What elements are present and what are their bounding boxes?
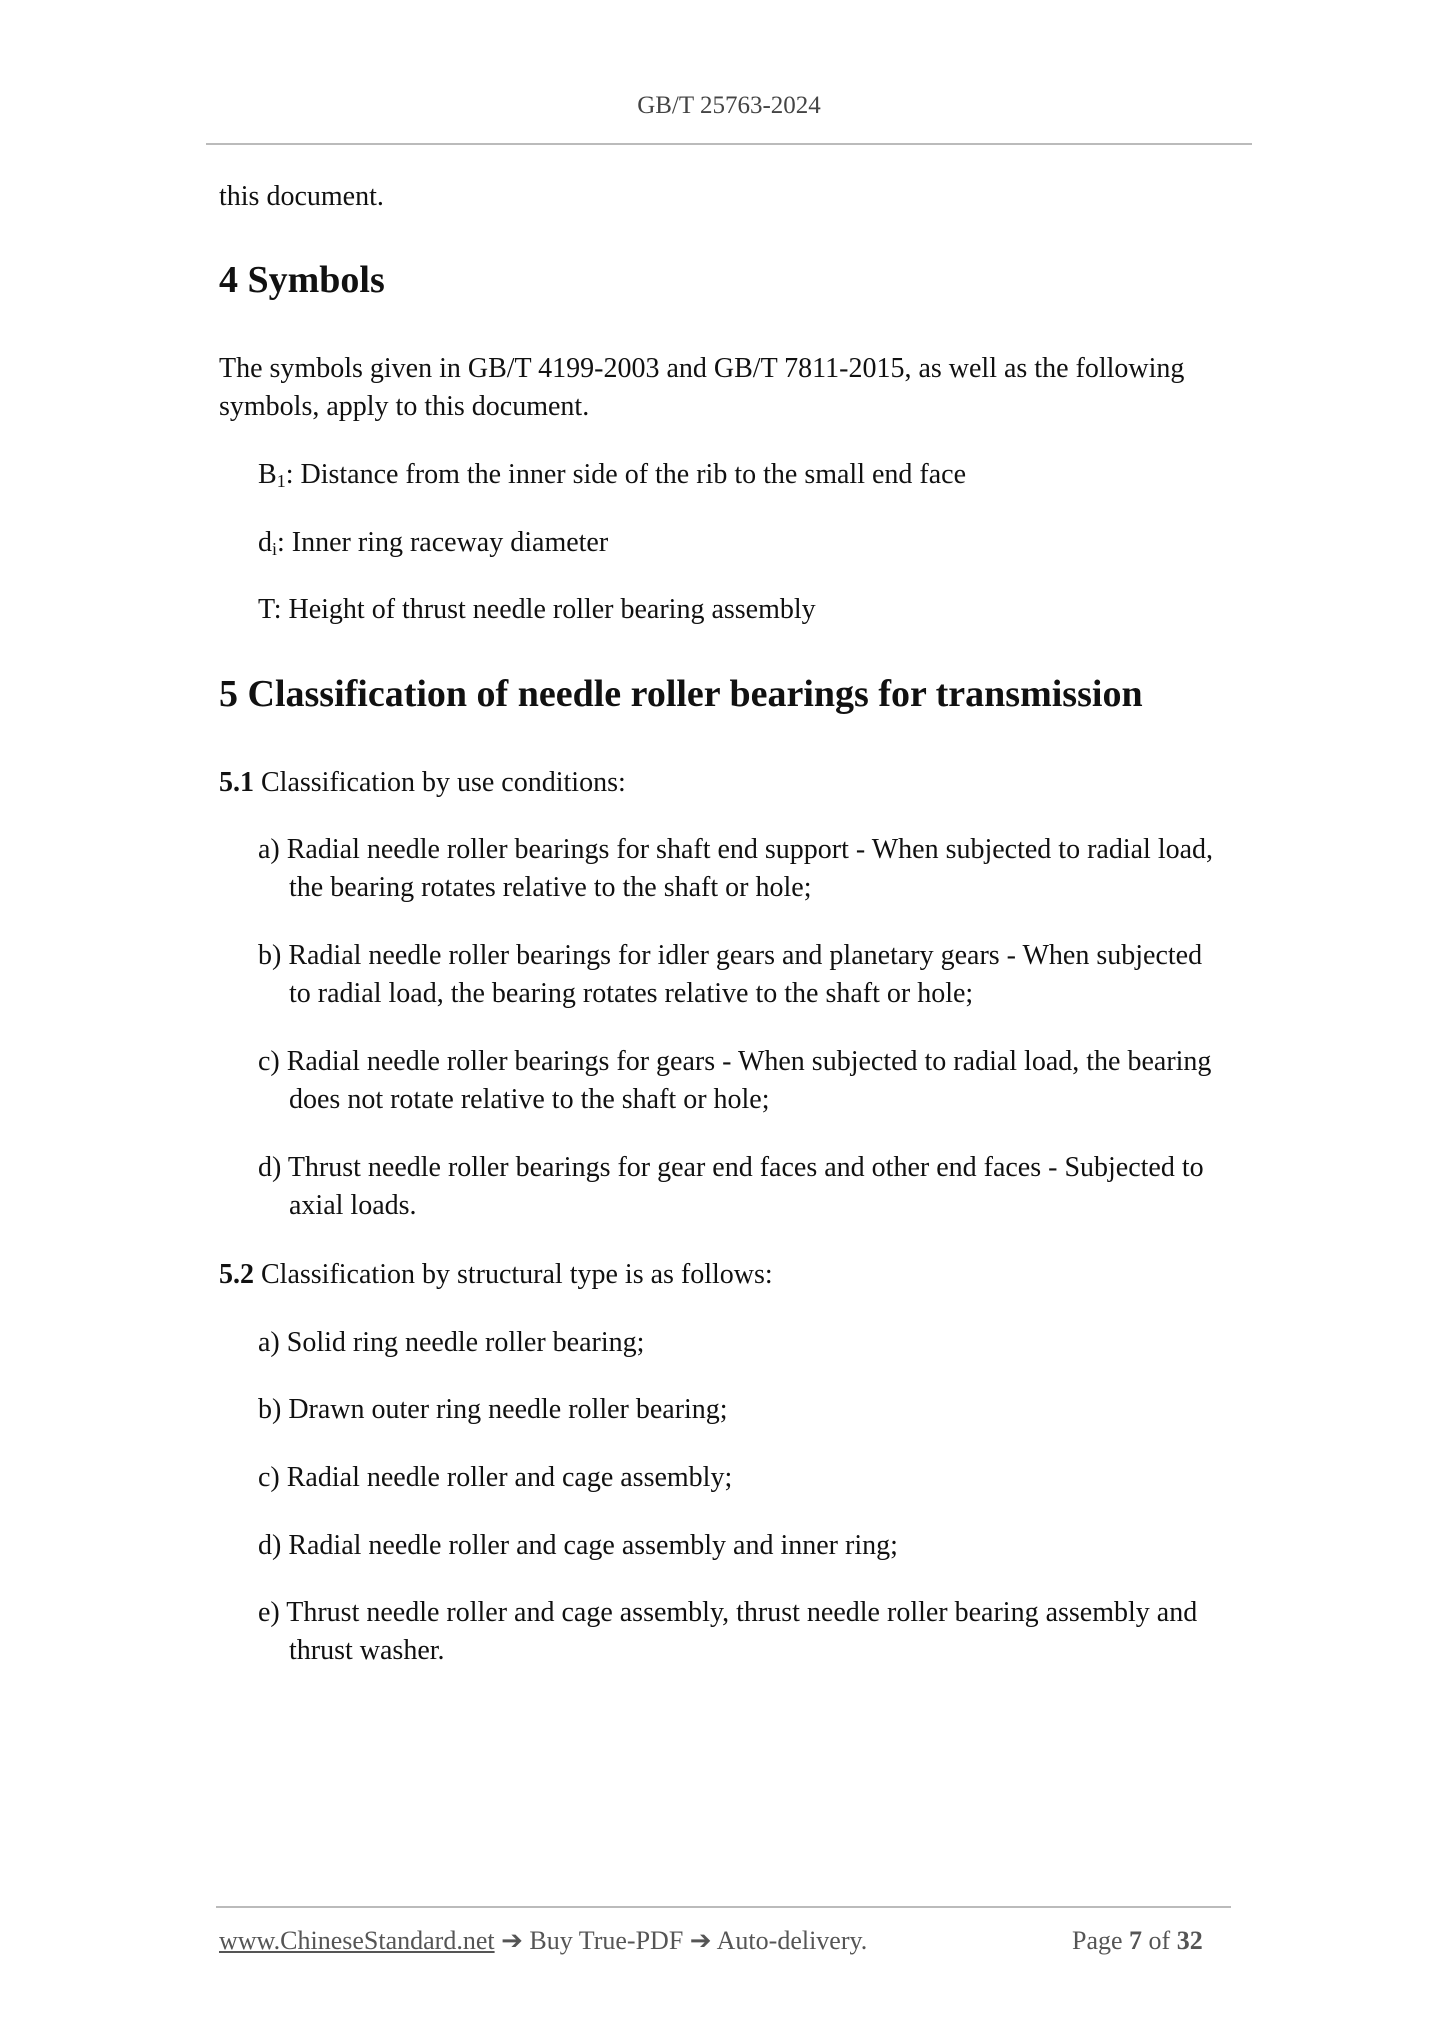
clause-5-1 <box>219 764 626 802</box>
running-header: GB/T 25763-2024 <box>637 92 821 119</box>
page-total: 32 <box>1176 1926 1203 1955</box>
buy-text: Buy True-PDF <box>529 1926 684 1955</box>
header-divider <box>206 143 1252 145</box>
section-4-intro-line-2: symbols, apply to this document. <box>219 391 590 422</box>
list-item-5-2-c: c) Radial needle roller and cage assembly; <box>258 1462 733 1493</box>
clause-number: 5.2 <box>219 1259 254 1290</box>
website-link[interactable]: www.ChineseStandard.net <box>219 1926 495 1955</box>
list-item-5-1-a-line-1: a) Radial needle roller bearings for shaft end support - When subjected to radial load, <box>258 834 1214 865</box>
of-label: of <box>1142 1926 1177 1955</box>
list-item-5-1-d-line-1: d) Thrust needle roller bearings for gear end faces and other end faces - Subjected to <box>258 1152 1204 1183</box>
delivery-text: Auto-delivery. <box>716 1926 868 1955</box>
list-item-5-1-b-line-2: to radial load, the bearing rotates relative to the shaft or hole; <box>289 978 974 1009</box>
page-number: 7 <box>1129 1926 1143 1955</box>
footer-promo <box>219 1926 867 1956</box>
clause-text: Classification by use conditions: <box>254 767 626 798</box>
list-item-5-2-a: a) Solid ring needle roller bearing; <box>258 1327 645 1358</box>
symbol-di <box>258 524 608 568</box>
list-item-5-1-b-line-1: b) Radial needle roller bearings for idler gears and planetary gears - When subjected <box>258 940 1203 971</box>
clause-5-2 <box>219 1256 773 1294</box>
list-item-5-1-c-line-2: does not rotate relative to the shaft or hole; <box>289 1084 770 1115</box>
arrow-icon: ➔ <box>683 1926 717 1955</box>
arrow-icon: ➔ <box>494 1926 530 1955</box>
symbol-description: : Inner ring raceway diameter <box>277 527 609 558</box>
symbol-t <box>258 591 816 629</box>
page-indicator <box>1072 1926 1203 1956</box>
list-item-5-2-e-line-1: e) Thrust needle roller and cage assembly, thrust needle roller bearing assembly and <box>258 1597 1198 1628</box>
symbol-description: : Height of thrust needle roller bearing assembly <box>273 594 816 625</box>
symbol-base: B <box>258 459 277 490</box>
symbol-b1 <box>258 456 966 500</box>
clause-text: Classification by structural type is as follows: <box>254 1259 773 1290</box>
page-label: Page <box>1072 1926 1130 1955</box>
symbol-subscript: 1 <box>276 471 286 491</box>
list-item-5-1-a-line-2: the bearing rotates relative to the shaft or hole; <box>289 872 812 903</box>
list-item-5-1-d-line-2: axial loads. <box>289 1190 417 1221</box>
section-5-heading: 5 Classification of needle roller bearings for transmission <box>219 673 1143 715</box>
symbol-subscript: i <box>272 539 278 559</box>
symbol-base: d <box>258 527 272 558</box>
continued-text: this document. <box>219 181 384 212</box>
section-4-heading: 4 Symbols <box>219 259 385 301</box>
list-item-5-2-b: b) Drawn outer ring needle roller bearing; <box>258 1394 728 1425</box>
footer-divider <box>216 1906 1231 1908</box>
list-item-5-1-c-line-1: c) Radial needle roller bearings for gears - When subjected to radial load, the bearing <box>258 1046 1212 1077</box>
section-4-intro-line-1: The symbols given in GB/T 4199-2003 and GB/T 7811-2015, as well as the following <box>219 353 1185 384</box>
list-item-5-2-e-line-2: thrust washer. <box>289 1635 445 1666</box>
clause-number: 5.1 <box>219 767 254 798</box>
symbol-base: T <box>258 594 274 625</box>
symbol-description: : Distance from the inner side of the rib to the small end face <box>285 459 967 490</box>
list-item-5-2-d: d) Radial needle roller and cage assembly and inner ring; <box>258 1530 898 1561</box>
